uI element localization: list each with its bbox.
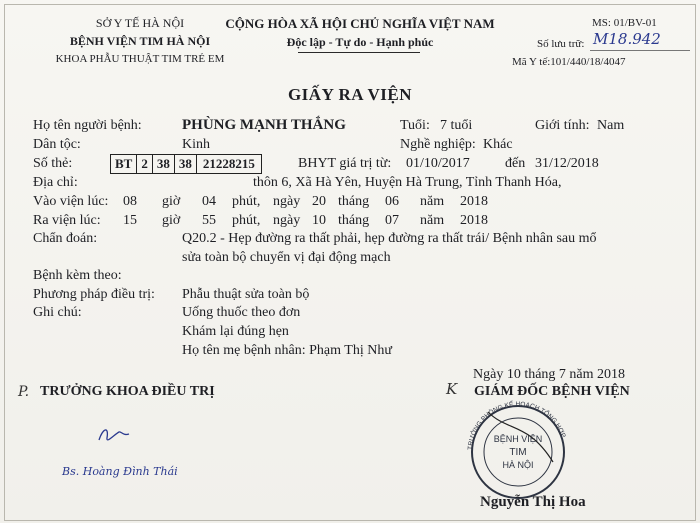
patient-ethnic: Kinh [182,137,210,152]
insurance-card-number [110,154,262,174]
admit-minute: 04 [202,194,216,209]
address-label: Địa chỉ: [33,175,78,190]
archive-number-handwritten: M18.942 [593,30,661,48]
unit-day: ngày [273,194,301,209]
form-code: MS: 01/BV-01 [592,17,657,29]
archive-dotline [590,50,690,51]
admit-month: 06 [385,194,399,209]
unit-year: năm [420,194,445,209]
right-initial-mark: K [446,380,458,398]
admit-year: 2018 [460,194,488,209]
left-initial-mark: P. [18,384,30,400]
header-department: KHOA PHẪU THUẬT TIM TRẺ EM [55,53,225,65]
bhyt-to-label: đến [505,156,526,171]
job-label: Nghề nghiệp: [400,137,476,152]
note-line: Khám lại đúng hẹn [182,324,289,339]
discharge-label: Ra viện lúc: [33,213,101,228]
patient-age: 7 tuổi [440,118,473,133]
diagnosis-line-1: Q20.2 - Hẹp đường ra thất phải, hẹp đường ra thất trái/ Bệnh nhân sau mổ [182,231,597,246]
comorbid-label: Bệnh kèm theo: [33,268,122,283]
unit-month: tháng [338,213,370,228]
diagnosis-label: Chẩn đoán: [33,231,98,246]
treatment-label: Phương pháp điều trị: [33,287,155,302]
patient-job: Khác [483,137,513,152]
treatment-value: Phẫu thuật sửa toàn bộ [182,287,310,302]
admit-label: Vào viện lúc: [33,194,109,209]
stamp-arc-text: TRƯỞNG PHÒNG KẾ HOẠCH TỔNG HỢP [467,401,567,451]
name-label: Họ tên người bệnh: [33,118,142,133]
patient-name: PHÙNG MẠNH THẮNG [182,117,346,133]
unit-month: tháng [338,194,370,209]
patient-sex: Nam [597,118,625,133]
head-of-department-title: TRƯỞNG KHOA ĐIỀU TRỊ [40,384,215,399]
admit-day: 20 [312,194,326,209]
ethnic-label: Dân tộc: [33,137,81,152]
sex-label: Giới tính: [535,118,590,133]
card-part: 38 [175,155,197,173]
archive-label: Số lưu trữ: [537,38,585,50]
bhyt-label: BHYT giá trị từ: [298,156,392,171]
card-part: 21228215 [202,156,255,171]
patient-address: thôn 6, Xã Hà Yên, Huyện Hà Trung, Tỉnh Thanh Hóa, [253,175,562,190]
header-department-of-health: SỞ Y TẾ HÀ NỘI [95,16,185,30]
unit-day: ngày [273,213,301,228]
bhyt-to: 31/12/2018 [535,156,599,171]
admit-hour: 08 [123,194,137,209]
sign-date: Ngày 10 tháng 7 năm 2018 [473,367,626,382]
unit-year: năm [420,213,445,228]
header-country: CỘNG HÒA XÃ HỘI CHỦ NGHĨA VIỆT NAM [225,16,495,31]
header-hospital-name: BỆNH VIỆN TIM HÀ NỘI [69,34,211,48]
medical-code: Mã Y tế:101/440/18/4047 [512,56,626,68]
card-part: 38 [153,155,175,173]
card-part: 2 [137,155,153,173]
diagnosis-line-2: sửa toàn bộ chuyển vị đại động mạch [182,250,391,265]
stamp-line-1: BỆNH VIỆN [493,434,543,444]
unit-minute: phút, [232,194,261,209]
note-label: Ghi chú: [33,305,82,320]
stamp-line-2: TIM [509,447,527,458]
discharge-day: 10 [312,213,326,228]
discharge-year: 2018 [460,213,488,228]
bhyt-from: 01/10/2017 [406,156,470,171]
card-part: BT [111,155,137,173]
director-title: GIÁM ĐỐC BỆNH VIỆN [474,384,630,399]
document-title: GIẤY RA VIỆN [287,85,413,104]
head-of-department-name-handwritten: Bs. Hoàng Đình Thái [62,465,178,478]
head-of-department-signature [95,420,135,448]
age-label: Tuổi: [400,118,430,133]
note-line: Họ tên mẹ bệnh nhân: Phạm Thị Như [182,343,392,358]
discharge-month: 07 [385,213,399,228]
unit-hour: giờ [162,213,181,228]
note-line: Uống thuốc theo đơn [182,305,301,320]
unit-hour: giờ [162,194,181,209]
unit-minute: phút, [232,213,261,228]
header-motto: Độc lập - Tự do - Hạnh phúc [286,35,434,49]
director-name: Nguyễn Thị Hoa [480,494,586,510]
card-label: Số thẻ: [33,156,73,171]
discharge-minute: 55 [202,213,216,228]
hospital-stamp [458,392,578,502]
discharge-hour: 15 [123,213,137,228]
motto-underline [298,52,420,53]
stamp-line-3: HÀ NỘI [502,460,534,470]
